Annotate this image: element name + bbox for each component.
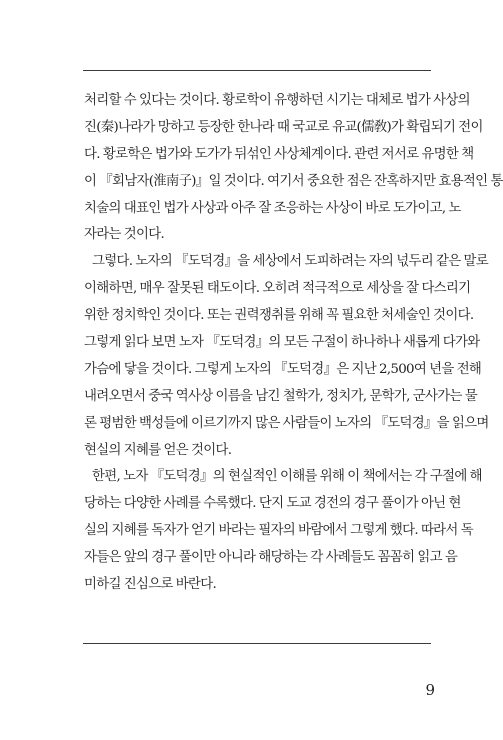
paragraph-first-line: 그렇다. 노자의 『도덕경』을 세상에서 도피하려는 자의 넋두리 같은 말로 bbox=[92, 254, 488, 270]
header-rule bbox=[83, 70, 431, 71]
text-line: 당하는 다양한 사례를 수록했다. 단지 도교 경전의 경구 풀이가 아닌 현 bbox=[84, 496, 461, 512]
text-line: 현실의 지혜를 얻은 것이다. bbox=[84, 442, 232, 458]
page-body-text bbox=[84, 88, 503, 599]
paragraph-first-line: 한편, 노자 『도덕경』의 현실적인 이해를 위해 이 책에서는 각 구절에 해 bbox=[92, 469, 482, 485]
text-line: 치술의 대표인 법가 사상과 아주 잘 조응하는 사상이 바로 도가이고, 노 bbox=[84, 200, 461, 216]
text-line: 다. 황로학은 법가와 도가가 뒤섞인 사상체계이다. 관련 저서로 유명한 책 bbox=[84, 146, 474, 162]
text-line: 가슴에 닿을 것이다. 그렇게 노자의 『도덕경』은 지난 2,500여 년을 전해 bbox=[84, 361, 482, 377]
text-line: 진(秦)나라가 망하고 등장한 한나라 때 국교로 유교(儒敎)가 확립되기 전이 bbox=[84, 119, 483, 135]
text-line: 처리할 수 있다는 것이다. 황로학이 유행하던 시기는 대체로 법가 사상의 bbox=[84, 93, 470, 108]
text-line: 론 평범한 백성들에 이르기까지 많은 사람들이 노자의 『도덕경』을 읽으며 bbox=[84, 415, 489, 431]
footer-rule bbox=[83, 643, 431, 644]
text-line: 실의 지혜를 독자가 얻기 바라는 필자의 바람에서 그렇게 했다. 따라서 독 bbox=[84, 523, 473, 539]
text-line: 자라는 것이다. bbox=[84, 227, 165, 243]
text-line: 내려오면서 중국 역사상 이름을 남긴 철학가, 정치가, 문학가, 군사가는 물 bbox=[84, 388, 478, 404]
text-line: 이 『회남자(淮南子)』일 것이다. 여기서 중요한 점은 잔혹하지만 효용적인 통 bbox=[84, 173, 503, 189]
text-line: 미하길 진심으로 바란다. bbox=[84, 577, 217, 593]
text-line: 이해하면, 매우 잘못된 태도이다. 오히려 적극적으로 세상을 잘 다스리기 bbox=[84, 281, 471, 297]
page-number: 9 bbox=[425, 681, 435, 699]
text-line: 그렇게 읽다 보면 노자 『도덕경』의 모든 구절이 하나하나 새롭게 다가와 bbox=[84, 335, 480, 351]
text-line: 위한 정치학인 것이다. 또는 권력쟁취를 위해 꼭 필요한 처세술인 것이다. bbox=[84, 308, 474, 324]
text-line: 자들은 앞의 경구 풀이만 아니라 해당하는 각 사례들도 꼼꼼히 읽고 음 bbox=[84, 550, 458, 566]
